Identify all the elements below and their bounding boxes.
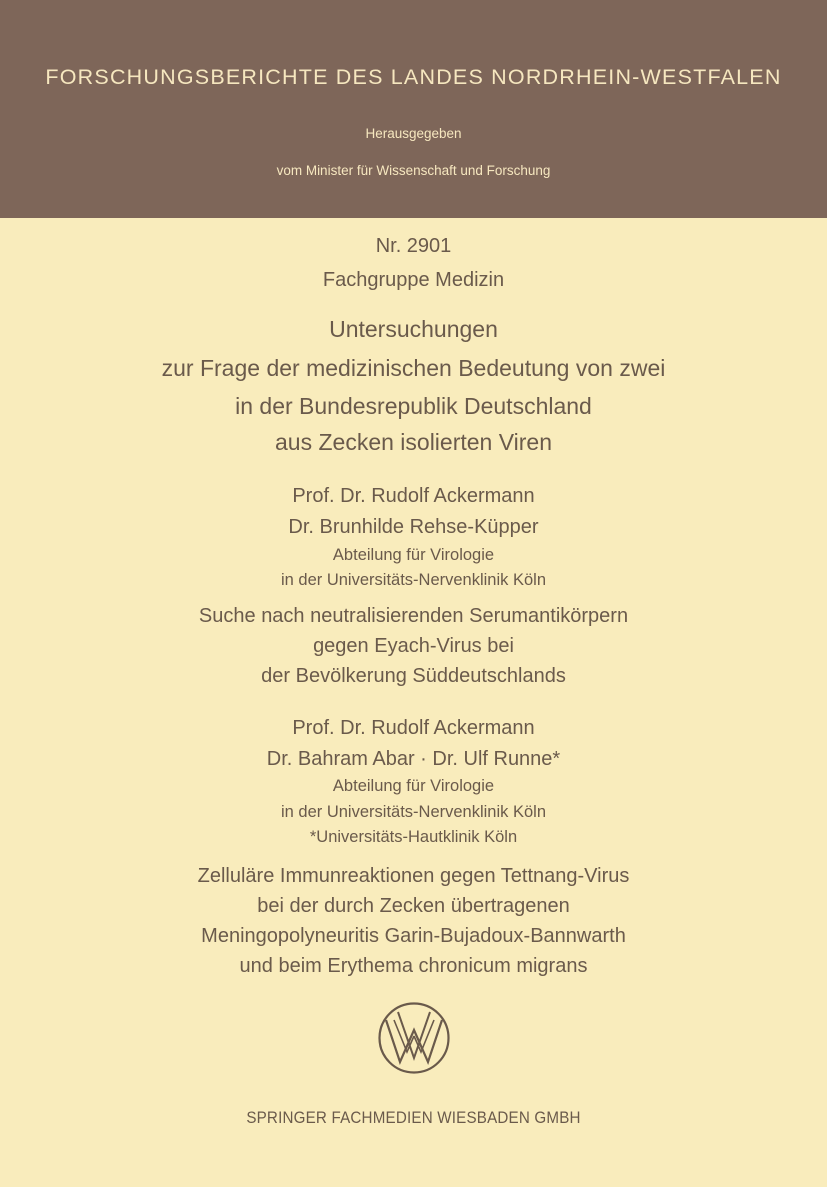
part1-title-line: gegen Eyach-Virus bei (313, 635, 514, 657)
part1-author: Dr. Brunhilde Rehse-Küpper (288, 516, 539, 538)
part2-author: Prof. Dr. Rudolf Ackermann (292, 717, 535, 739)
part2-author: Dr. Bahram Abar · Dr. Ulf Runne* (266, 748, 561, 770)
main-title-line: in der Bundesrepublik Deutschland (235, 393, 592, 419)
part1-author: Prof. Dr. Rudolf Ackermann (292, 485, 535, 507)
part2-title-line: und beim Erythema chronicum migrans (239, 955, 588, 977)
part2-title-line: Meningopolyneuritis Garin-Bujadoux-Bannwarth (201, 925, 626, 947)
issue-number: Nr. 2901 (375, 235, 452, 257)
part2-affiliation: in der Universitäts-Nervenklinik Köln (280, 803, 546, 821)
series-title: FORSCHUNGSBERICHTE DES LANDES NORDRHEIN-WESTFALEN (45, 65, 782, 89)
part1-affiliation: in der Universitäts-Nervenklinik Köln (280, 571, 546, 589)
part1-title-line: der Bevölkerung Süddeutschlands (261, 665, 566, 687)
issue-group: Fachgruppe Medizin (322, 269, 505, 291)
editor-label: Herausgegeben (365, 126, 462, 141)
header-band (0, 0, 827, 218)
wv-monogram-icon (376, 1000, 452, 1076)
part2-title-line: Zelluläre Immunreaktionen gegen Tettnang-Virus (197, 865, 630, 887)
main-title-line: zur Frage der medizinischen Bedeutung von zwei (161, 355, 666, 381)
main-title-line: Untersuchungen (329, 316, 498, 342)
part1-affiliation: Abteilung für Virologie (332, 546, 495, 564)
part2-title-line: bei der durch Zecken übertragenen (257, 895, 570, 917)
editor-name: vom Minister für Wissenschaft und Forschung (276, 163, 551, 178)
publisher-name: SPRINGER FACHMEDIEN WIESBADEN GMBH (246, 1109, 581, 1127)
main-title-line: aus Zecken isolierten Viren (275, 429, 552, 455)
part1-title-line: Suche nach neutralisierenden Serumantikörpern (198, 605, 629, 627)
part2-affiliation: *Universitäts-Hautklinik Köln (309, 828, 518, 846)
part2-affiliation: Abteilung für Virologie (332, 777, 495, 795)
